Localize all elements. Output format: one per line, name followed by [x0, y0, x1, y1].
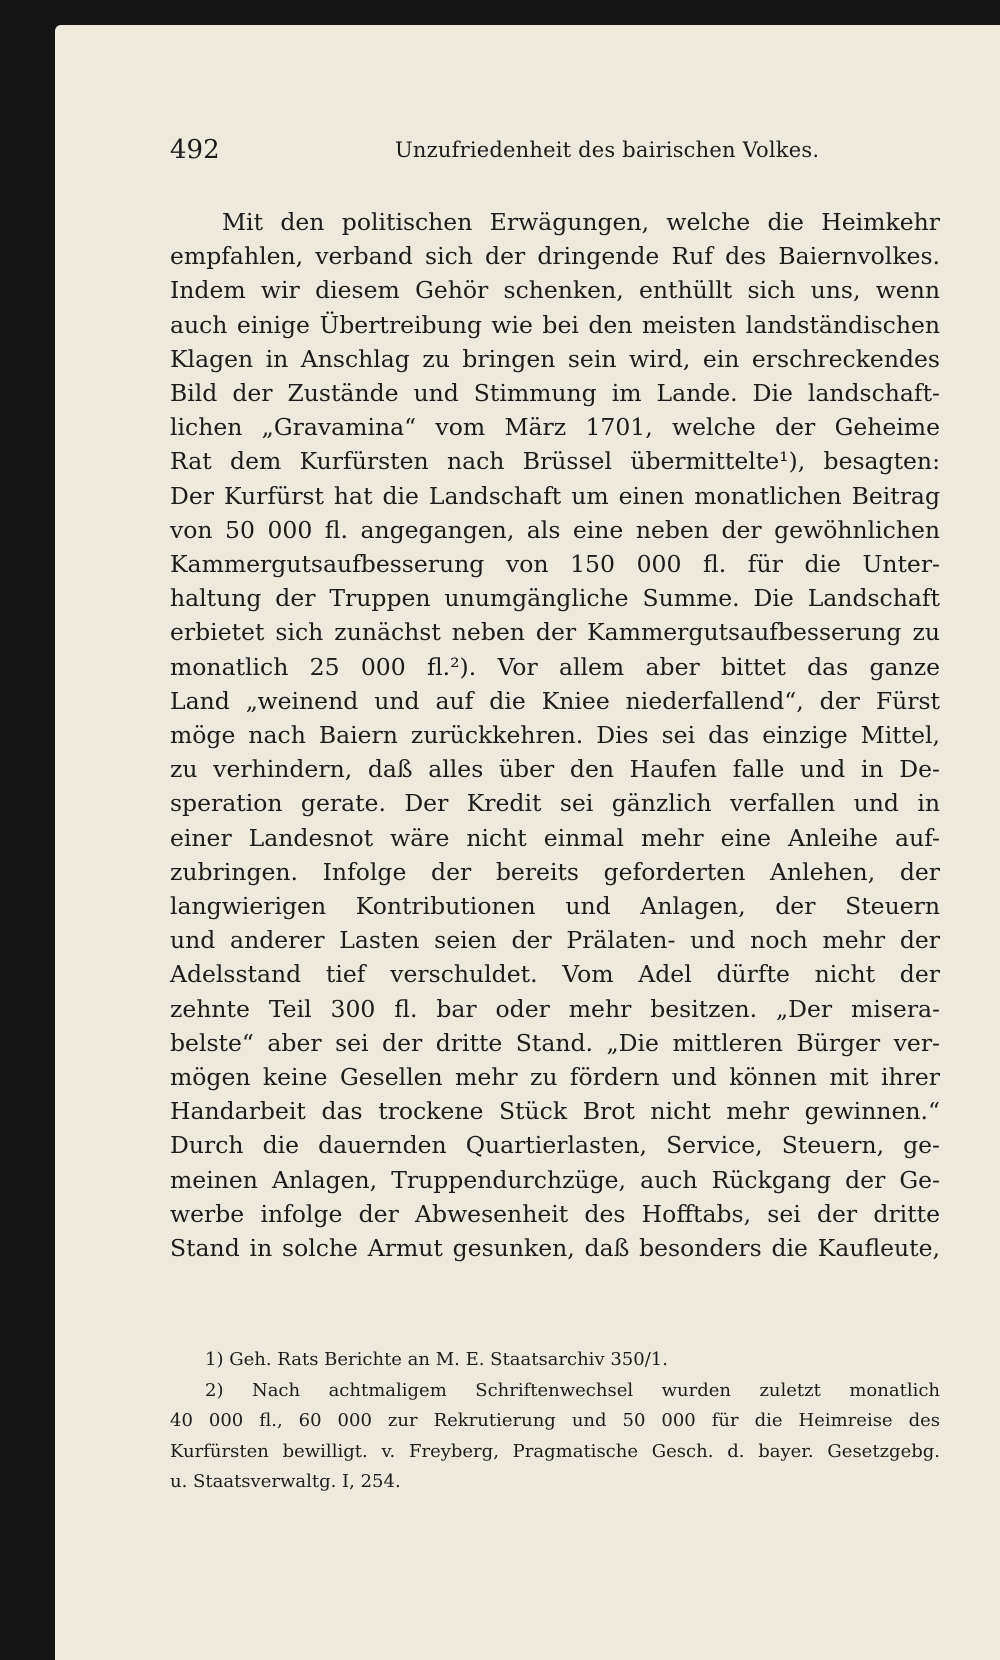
page-number: 492 — [170, 135, 220, 165]
text-line: Adelsstand tief verschuldet. Vom Adel dürfte nicht der — [170, 960, 940, 989]
text-line: mögen keine Gesellen mehr zu fördern und können mit ihrer — [170, 1063, 940, 1092]
text-line: Rat dem Kurfürsten nach Brüssel übermittelte¹), besagten: — [170, 447, 940, 476]
text-line: Indem wir diesem Gehör schenken, enthüllt sich uns, wenn — [170, 276, 940, 305]
text-line: Durch die dauernden Quartierlasten, Service, Steuern, ge- — [170, 1131, 940, 1160]
text-line: Der Kurfürst hat die Landschaft um einen monatlichen Beitrag — [170, 481, 940, 510]
text-line: möge nach Baiern zurückkehren. Dies sei das einzige Mittel, — [170, 721, 940, 750]
text-line: und anderer Lasten seien der Prälaten- und noch mehr der — [170, 926, 940, 955]
text-line: Kammergutsaufbesserung von 150 000 fl. für die Unter- — [170, 550, 940, 579]
footnote-2-cont: 40 000 fl., 60 000 zur Rekrutierung und 50 000 für die Heimreise des — [170, 1410, 940, 1431]
text-line: Handarbeit das trockene Stück Brot nicht mehr gewinnen.“ — [170, 1097, 940, 1126]
footnote-2-cont: u. Staatsverwaltg. I, 254. — [170, 1471, 401, 1492]
text-line: auch einige Übertreibung wie bei den meisten landständischen — [170, 310, 940, 339]
footnote-1: 1) Geh. Rats Berichte an M. E. Staatsarchiv 350/1. — [205, 1349, 668, 1370]
text-line: einer Landesnot wäre nicht einmal mehr eine Anleihe auf- — [170, 823, 940, 852]
text-line: haltung der Truppen unumgängliche Summe. Die Landschaft — [170, 584, 940, 613]
text-line: Bild der Zustände und Stimmung im Lande. Die landschaft- — [170, 379, 940, 408]
text-line: Stand in solche Armut gesunken, daß besonders die Kaufleute, — [170, 1234, 940, 1263]
text-line: werbe infolge der Abwesenheit des Hofftabs, sei der dritte — [170, 1199, 940, 1228]
running-title: Unzufriedenheit des bairischen Volkes. — [395, 138, 820, 162]
footnotes — [170, 1345, 940, 1498]
text-line: langwierigen Kontributionen und Anlagen, der Steuern — [170, 892, 940, 921]
text-line: zubringen. Infolge der bereits geforderten Anlehen, der — [170, 857, 940, 886]
text-line: Mit den politischen Erwägungen, welche die Heimkehr — [222, 208, 940, 236]
text-line: lichen „Gravamina“ vom März 1701, welche der Geheime — [170, 413, 940, 442]
footnote-2: 2) Nach achtmaligem Schriftenwechsel wurden zuletzt monatlich — [205, 1379, 940, 1401]
text-line: zu verhindern, daß alles über den Haufen falle und in De- — [170, 755, 940, 784]
text-line: Land „weinend und auf die Kniee niederfallend“, der Fürst — [170, 686, 940, 715]
text-line: belste“ aber sei der dritte Stand. „Die mittleren Bürger ver- — [170, 1028, 940, 1057]
text-line: Klagen in Anschlag zu bringen sein wird, ein erschreckendes — [170, 344, 940, 373]
footnote-2-cont: Kurfürsten bewilligt. v. Freyberg, Pragmatische Gesch. d. bayer. Gesetzgebg. — [170, 1440, 940, 1462]
text-line: monatlich 25 000 fl.²). Vor allem aber bittet das ganze — [170, 652, 940, 681]
text-line: von 50 000 fl. angegangen, als eine neben der gewöhnlichen — [170, 515, 940, 544]
text-line: zehnte Teil 300 fl. bar oder mehr besitzen. „Der misera- — [170, 994, 940, 1023]
text-line: speration gerate. Der Kredit sei gänzlich verfallen und in — [170, 789, 940, 818]
text-line: empfahlen, verband sich der dringende Ruf des Baiernvolkes. — [170, 242, 940, 271]
text-line: meinen Anlagen, Truppendurchzüge, auch Rückgang der Ge- — [170, 1165, 940, 1194]
body-text — [170, 205, 940, 1265]
text-line: erbietet sich zunächst neben der Kammergutsaufbesserung zu — [170, 618, 940, 647]
